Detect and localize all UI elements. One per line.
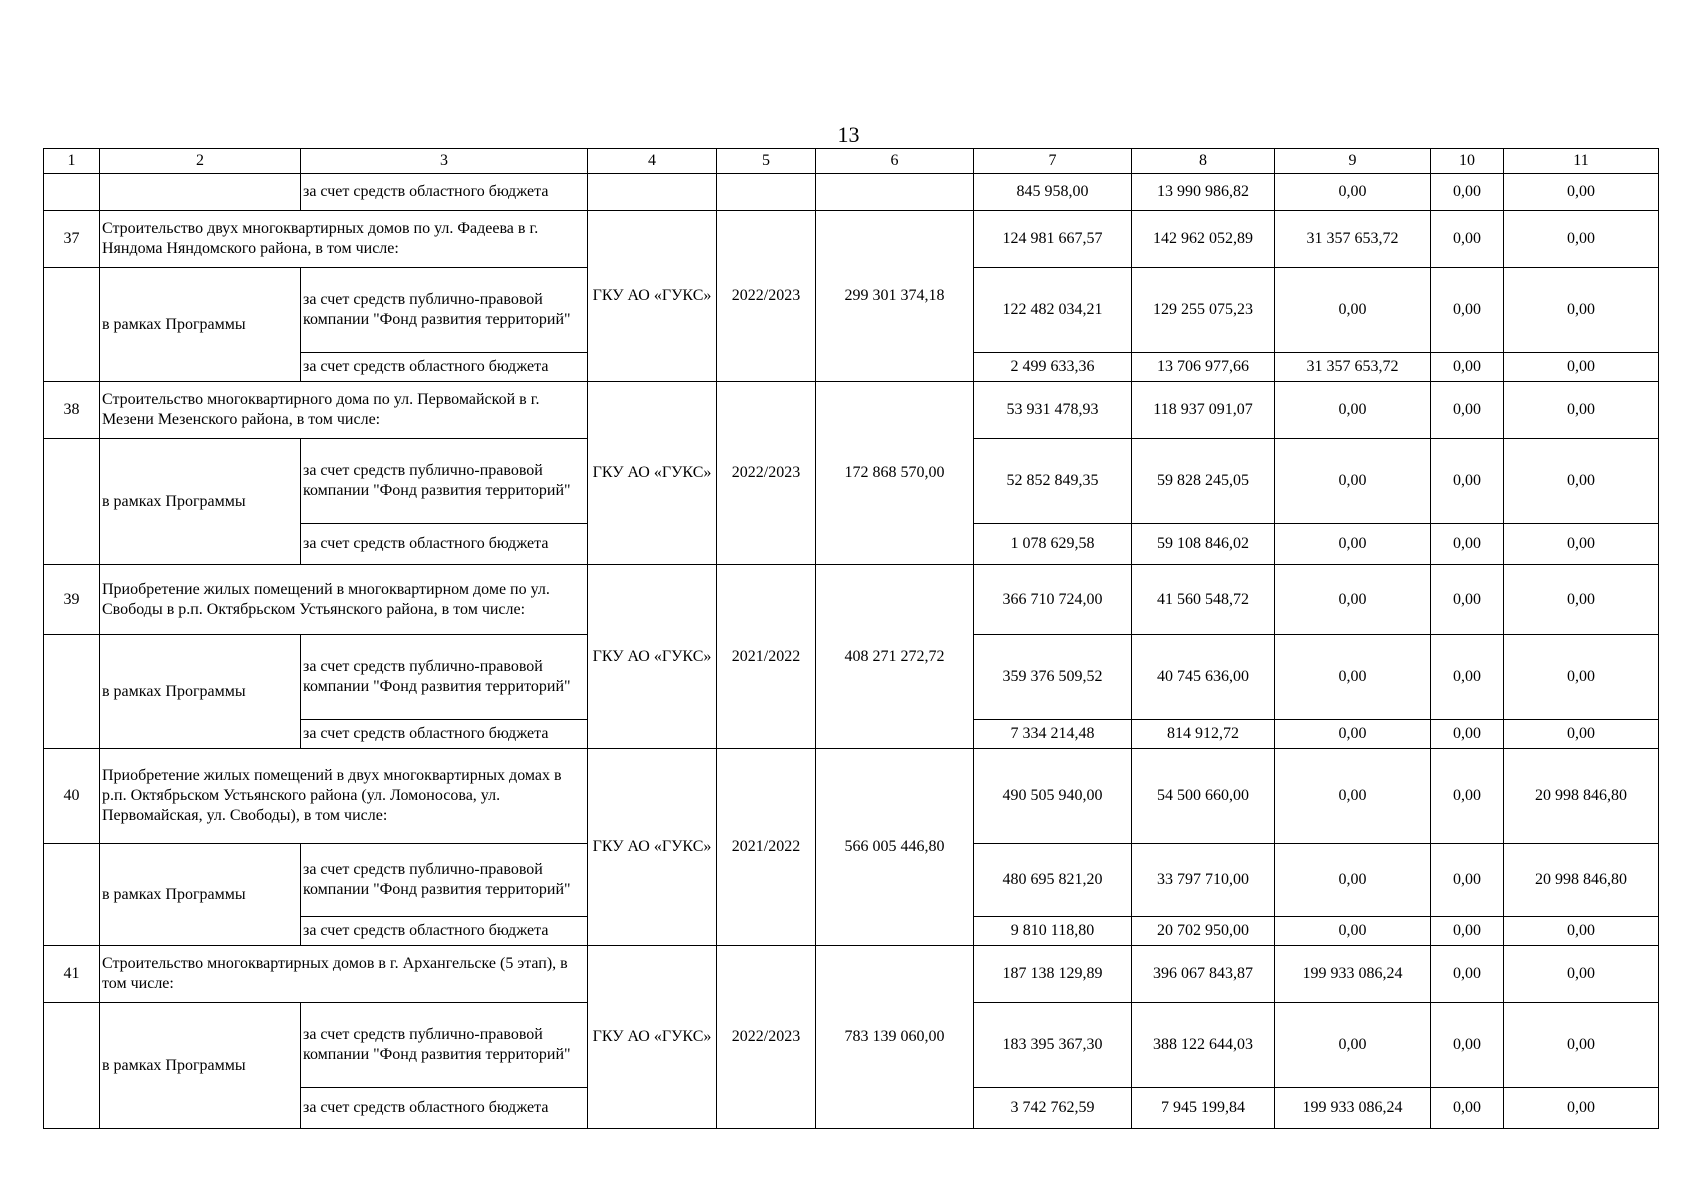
amount-cell: 53 931 478,93 <box>974 382 1132 439</box>
amount-cell: 31 357 653,72 <box>1275 353 1431 382</box>
table-row <box>44 211 1659 268</box>
amount-cell: 142 962 052,89 <box>1132 211 1275 268</box>
amount-cell: 0,00 <box>1431 749 1504 844</box>
table-row <box>44 382 1659 439</box>
amount-cell: 0,00 <box>1431 524 1504 565</box>
amount-cell: 0,00 <box>1504 720 1659 749</box>
period: 2021/2022 <box>717 565 816 749</box>
amount-cell: 0,00 <box>1275 844 1431 917</box>
cell <box>44 268 100 382</box>
amount-cell: 0,00 <box>1504 382 1659 439</box>
column-header: 6 <box>816 149 974 174</box>
amount-cell: 20 998 846,80 <box>1504 844 1659 917</box>
program-table <box>43 148 1659 1129</box>
amount-cell: 20 998 846,80 <box>1504 749 1659 844</box>
amount-cell: 490 505 940,00 <box>974 749 1132 844</box>
amount-cell: 0,00 <box>1275 174 1431 211</box>
amount-cell: 0,00 <box>1431 565 1504 635</box>
amount-cell: 124 981 667,57 <box>974 211 1132 268</box>
program-label: в рамках Программы <box>100 439 301 565</box>
amount-cell: 59 108 846,02 <box>1132 524 1275 565</box>
amount-cell: 0,00 <box>1275 635 1431 720</box>
amount-cell: 0,00 <box>1504 211 1659 268</box>
amount-cell: 0,00 <box>1275 524 1431 565</box>
amount-cell: 480 695 821,20 <box>974 844 1132 917</box>
amount-cell: 7 334 214,48 <box>974 720 1132 749</box>
funding-source: за счет средств областного бюджета <box>301 353 588 382</box>
amount-cell: 0,00 <box>1504 917 1659 946</box>
amount-cell: 52 852 849,35 <box>974 439 1132 524</box>
amount-cell: 183 395 367,30 <box>974 1003 1132 1088</box>
total-cost: 783 139 060,00 <box>816 946 974 1129</box>
amount-cell: 0,00 <box>1504 439 1659 524</box>
executor: ГКУ АО «ГУКС» <box>588 565 717 749</box>
funding-source: за счет средств публично-правовой компании "Фонд развития территорий" <box>301 268 588 353</box>
amount-cell: 13 990 986,82 <box>1132 174 1275 211</box>
amount-cell: 0,00 <box>1431 1088 1504 1129</box>
amount-cell: 118 937 091,07 <box>1132 382 1275 439</box>
executor: ГКУ АО «ГУКС» <box>588 382 717 565</box>
amount-cell: 0,00 <box>1504 268 1659 353</box>
project-name: Строительство многоквартирных домов в г. Архангельске (5 этап), в том числе: <box>100 946 588 1003</box>
amount-cell: 0,00 <box>1431 946 1504 1003</box>
period: 2021/2022 <box>717 749 816 946</box>
period: 2022/2023 <box>717 211 816 382</box>
cell <box>588 174 717 211</box>
amount-cell: 187 138 129,89 <box>974 946 1132 1003</box>
executor: ГКУ АО «ГУКС» <box>588 211 717 382</box>
amount-cell: 0,00 <box>1275 565 1431 635</box>
funding-source: за счет средств публично-правовой компании "Фонд развития территорий" <box>301 1003 588 1088</box>
funding-source: за счет средств областного бюджета <box>301 174 588 211</box>
amount-cell: 0,00 <box>1431 1003 1504 1088</box>
project-name: Строительство двух многоквартирных домов по ул. Фадеева в г. Няндома Няндомского района, в том числе: <box>100 211 588 268</box>
amount-cell: 396 067 843,87 <box>1132 946 1275 1003</box>
cell <box>717 174 816 211</box>
funding-source: за счет средств публично-правовой компании "Фонд развития территорий" <box>301 844 588 917</box>
total-cost: 408 271 272,72 <box>816 565 974 749</box>
funding-source: за счет средств областного бюджета <box>301 524 588 565</box>
amount-cell: 0,00 <box>1431 353 1504 382</box>
amount-cell: 199 933 086,24 <box>1275 946 1431 1003</box>
amount-cell: 40 745 636,00 <box>1132 635 1275 720</box>
executor: ГКУ АО «ГУКС» <box>588 749 717 946</box>
total-cost: 299 301 374,18 <box>816 211 974 382</box>
cell <box>44 635 100 749</box>
table-row <box>44 946 1659 1003</box>
project-number: 39 <box>44 565 100 635</box>
period: 2022/2023 <box>717 946 816 1129</box>
program-label: в рамках Программы <box>100 635 301 749</box>
amount-cell: 0,00 <box>1431 174 1504 211</box>
project-name: Приобретение жилых помещений в двух многоквартирных домах в р.п. Октябрьском Устьянского района (ул. Ломоносова, ул. Первомайская, ул. Свободы), в том числе: <box>100 749 588 844</box>
amount-cell: 2 499 633,36 <box>974 353 1132 382</box>
cell <box>100 174 301 211</box>
column-header: 4 <box>588 149 717 174</box>
column-header: 7 <box>974 149 1132 174</box>
amount-cell: 0,00 <box>1431 635 1504 720</box>
amount-cell: 0,00 <box>1431 917 1504 946</box>
cell <box>44 439 100 565</box>
total-cost: 566 005 446,80 <box>816 749 974 946</box>
column-header: 3 <box>301 149 588 174</box>
program-label: в рамках Программы <box>100 844 301 946</box>
amount-cell: 388 122 644,03 <box>1132 1003 1275 1088</box>
column-header: 1 <box>44 149 100 174</box>
amount-cell: 0,00 <box>1275 439 1431 524</box>
amount-cell: 0,00 <box>1504 1003 1659 1088</box>
executor: ГКУ АО «ГУКС» <box>588 946 717 1129</box>
table-row <box>44 565 1659 635</box>
amount-cell: 0,00 <box>1431 382 1504 439</box>
column-header: 2 <box>100 149 301 174</box>
period: 2022/2023 <box>717 382 816 565</box>
project-name: Строительство многоквартирного дома по ул. Первомайской в г. Мезени Мезенского района, в том числе: <box>100 382 588 439</box>
amount-cell: 0,00 <box>1275 268 1431 353</box>
amount-cell: 814 912,72 <box>1132 720 1275 749</box>
amount-cell: 0,00 <box>1275 917 1431 946</box>
column-header: 9 <box>1275 149 1431 174</box>
amount-cell: 9 810 118,80 <box>974 917 1132 946</box>
amount-cell: 59 828 245,05 <box>1132 439 1275 524</box>
amount-cell: 199 933 086,24 <box>1275 1088 1431 1129</box>
project-name: Приобретение жилых помещений в многоквартирном доме по ул. Свободы в р.п. Октябрьском Устьянского района, в том числе: <box>100 565 588 635</box>
amount-cell: 1 078 629,58 <box>974 524 1132 565</box>
table-row <box>44 174 1659 211</box>
header-row <box>44 149 1659 174</box>
amount-cell: 0,00 <box>1504 174 1659 211</box>
amount-cell: 0,00 <box>1504 946 1659 1003</box>
project-number: 38 <box>44 382 100 439</box>
amount-cell: 0,00 <box>1431 211 1504 268</box>
cell <box>44 174 100 211</box>
amount-cell: 0,00 <box>1431 720 1504 749</box>
amount-cell: 0,00 <box>1275 1003 1431 1088</box>
column-header: 8 <box>1132 149 1275 174</box>
project-number: 41 <box>44 946 100 1003</box>
amount-cell: 0,00 <box>1504 524 1659 565</box>
total-cost: 172 868 570,00 <box>816 382 974 565</box>
amount-cell: 41 560 548,72 <box>1132 565 1275 635</box>
column-header: 10 <box>1431 149 1504 174</box>
amount-cell: 20 702 950,00 <box>1132 917 1275 946</box>
amount-cell: 0,00 <box>1504 353 1659 382</box>
program-label: в рамках Программы <box>100 268 301 382</box>
funding-source: за счет средств областного бюджета <box>301 917 588 946</box>
funding-source: за счет средств публично-правовой компании "Фонд развития территорий" <box>301 439 588 524</box>
funding-source: за счет средств областного бюджета <box>301 1088 588 1129</box>
column-header: 5 <box>717 149 816 174</box>
amount-cell: 0,00 <box>1504 565 1659 635</box>
amount-cell: 0,00 <box>1504 1088 1659 1129</box>
project-number: 37 <box>44 211 100 268</box>
amount-cell: 33 797 710,00 <box>1132 844 1275 917</box>
amount-cell: 366 710 724,00 <box>974 565 1132 635</box>
amount-cell: 0,00 <box>1431 268 1504 353</box>
amount-cell: 0,00 <box>1504 635 1659 720</box>
amount-cell: 0,00 <box>1275 382 1431 439</box>
amount-cell: 359 376 509,52 <box>974 635 1132 720</box>
table-row <box>44 749 1659 844</box>
amount-cell: 122 482 034,21 <box>974 268 1132 353</box>
amount-cell: 845 958,00 <box>974 174 1132 211</box>
amount-cell: 3 742 762,59 <box>974 1088 1132 1129</box>
amount-cell: 0,00 <box>1431 844 1504 917</box>
amount-cell: 54 500 660,00 <box>1132 749 1275 844</box>
column-header: 11 <box>1504 149 1659 174</box>
cell <box>44 1003 100 1129</box>
amount-cell: 0,00 <box>1275 749 1431 844</box>
project-number: 40 <box>44 749 100 844</box>
cell <box>816 174 974 211</box>
funding-source: за счет средств публично-правовой компании "Фонд развития территорий" <box>301 635 588 720</box>
amount-cell: 7 945 199,84 <box>1132 1088 1275 1129</box>
cell <box>44 844 100 946</box>
program-label: в рамках Программы <box>100 1003 301 1129</box>
amount-cell: 0,00 <box>1431 439 1504 524</box>
amount-cell: 0,00 <box>1275 720 1431 749</box>
amount-cell: 129 255 075,23 <box>1132 268 1275 353</box>
amount-cell: 13 706 977,66 <box>1132 353 1275 382</box>
funding-source: за счет средств областного бюджета <box>301 720 588 749</box>
page-number: 13 <box>837 122 860 147</box>
amount-cell: 31 357 653,72 <box>1275 211 1431 268</box>
